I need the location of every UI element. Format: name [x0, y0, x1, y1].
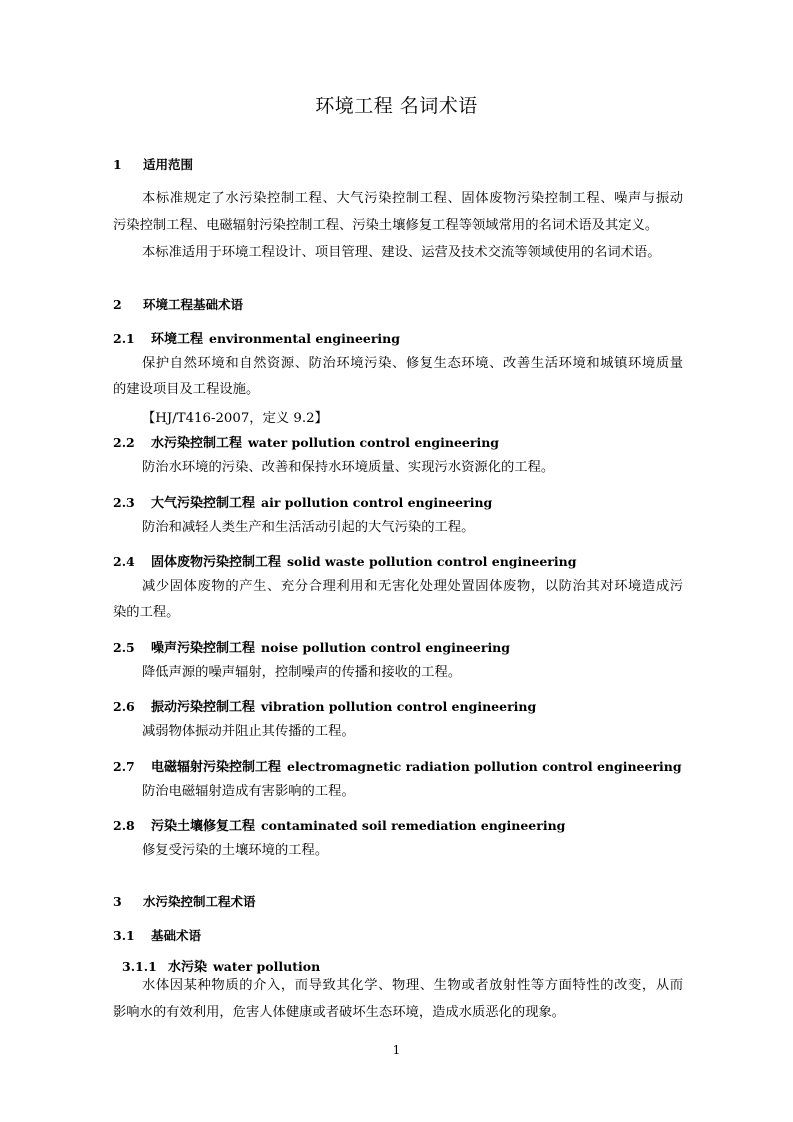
term-chinese: 大气污染控制工程 [151, 496, 256, 511]
definition-line: 防治电磁辐射造成有害影响的工程。 [142, 784, 355, 799]
term-heading [113, 553, 576, 572]
page-number: 1 [392, 1043, 401, 1057]
section-3-heading [113, 893, 256, 911]
term-chinese: 噪声污染控制工程 [151, 641, 256, 656]
definition-line: 减弱物体振动并阻止其传播的工程。 [142, 724, 355, 739]
term-english: solid waste pollution control engineering [287, 554, 577, 569]
term-chinese: 电磁辐射污染控制工程 [151, 760, 282, 775]
term-number: 2.8 [113, 818, 135, 833]
definition-line: 减少固体废物的产生、充分合理利用和无害化处理处置固体废物，以防治其对环境造成污 [142, 579, 683, 594]
paragraph-line: 污染控制工程、电磁辐射污染控制工程、污染土壤修复工程等领域常用的名词术语及其定义。 [113, 218, 659, 233]
definition-line: 防治水环境的污染、改善和保持水环境质量、实现污水资源化的工程。 [142, 460, 555, 475]
term-heading [113, 434, 499, 453]
term-number: 3.1.1 [122, 959, 157, 974]
term-number: 2.6 [113, 699, 135, 714]
subsection-title: 基础术语 [151, 928, 202, 943]
section-title: 水污染控制工程术语 [143, 894, 256, 909]
term-chinese: 振动污染控制工程 [151, 700, 256, 715]
section-number: 1 [113, 157, 122, 172]
section-1-heading [113, 156, 193, 174]
term-heading [113, 817, 565, 836]
page-title: 环境工程 名词术语 [315, 95, 478, 117]
term-english: noise pollution control engineering [261, 640, 511, 655]
section-title: 环境工程基础术语 [143, 297, 244, 312]
term-english: water pollution [213, 959, 321, 974]
term-heading [113, 494, 492, 513]
term-number: 2.2 [113, 435, 135, 450]
term-english: air pollution control engineering [261, 495, 493, 510]
definition-line: 染的工程。 [113, 605, 180, 620]
definition-line: 水体因某种物质的介入，而导致其化学、物理、生物或者放射性等方面特性的改变，从而 [142, 978, 683, 993]
paragraph-line: 本标准规定了水污染控制工程、大气污染控制工程、固体废物污染控制工程、噪声与振动 [142, 191, 683, 206]
definition-line: 保护自然环境和自然资源、防治环境污染、修复生态环境、改善生活环境和城镇环境质量 [142, 356, 683, 371]
term-number: 2.5 [113, 640, 135, 655]
term-number: 2.1 [113, 331, 135, 346]
section-number: 2 [113, 297, 122, 312]
section-2-heading [113, 296, 243, 314]
term-heading [113, 758, 682, 777]
term-chinese: 水污染控制工程 [151, 436, 243, 451]
term-number: 2.7 [113, 759, 135, 774]
term-chinese: 水污染 [168, 960, 208, 975]
term-chinese: 环境工程 [151, 332, 204, 347]
subsection-heading [113, 927, 201, 945]
term-english: environmental engineering [209, 331, 401, 346]
term-heading [113, 330, 400, 349]
term-number: 2.3 [113, 495, 135, 510]
term-english: electromagnetic radiation pollution control engineering [287, 759, 682, 774]
definition-line: 影响水的有效利用，危害人体健康或者破坏生态环境，造成水质恶化的现象。 [113, 1005, 566, 1020]
term-chinese: 污染土壤修复工程 [151, 819, 256, 834]
definition-line: 防治和减轻人类生产和生活活动引起的大气污染的工程。 [142, 520, 475, 535]
definition-line: 的建设项目及工程设施。 [113, 382, 260, 397]
term-heading [113, 698, 536, 717]
section-number: 3 [113, 894, 122, 909]
subsection-number: 3.1 [113, 928, 135, 943]
term-heading [122, 958, 320, 977]
reference: 【HJ/T416-2007，定义 9.2】 [142, 411, 328, 426]
term-heading [113, 639, 510, 658]
paragraph-line: 本标准适用于环境工程设计、项目管理、建设、运营及技术交流等领域使用的名词术语。 [142, 245, 661, 260]
section-title: 适用范围 [143, 157, 194, 172]
term-english: vibration pollution control engineering [261, 699, 537, 714]
definition-line: 降低声源的噪声辐射，控制噪声的传播和接收的工程。 [142, 665, 462, 680]
term-english: contaminated soil remediation engineering [261, 818, 566, 833]
term-english: water pollution control engineering [248, 435, 500, 450]
term-number: 2.4 [113, 554, 135, 569]
definition-line: 修复受污染的土壤环境的工程。 [142, 843, 329, 858]
term-chinese: 固体废物污染控制工程 [151, 555, 282, 570]
